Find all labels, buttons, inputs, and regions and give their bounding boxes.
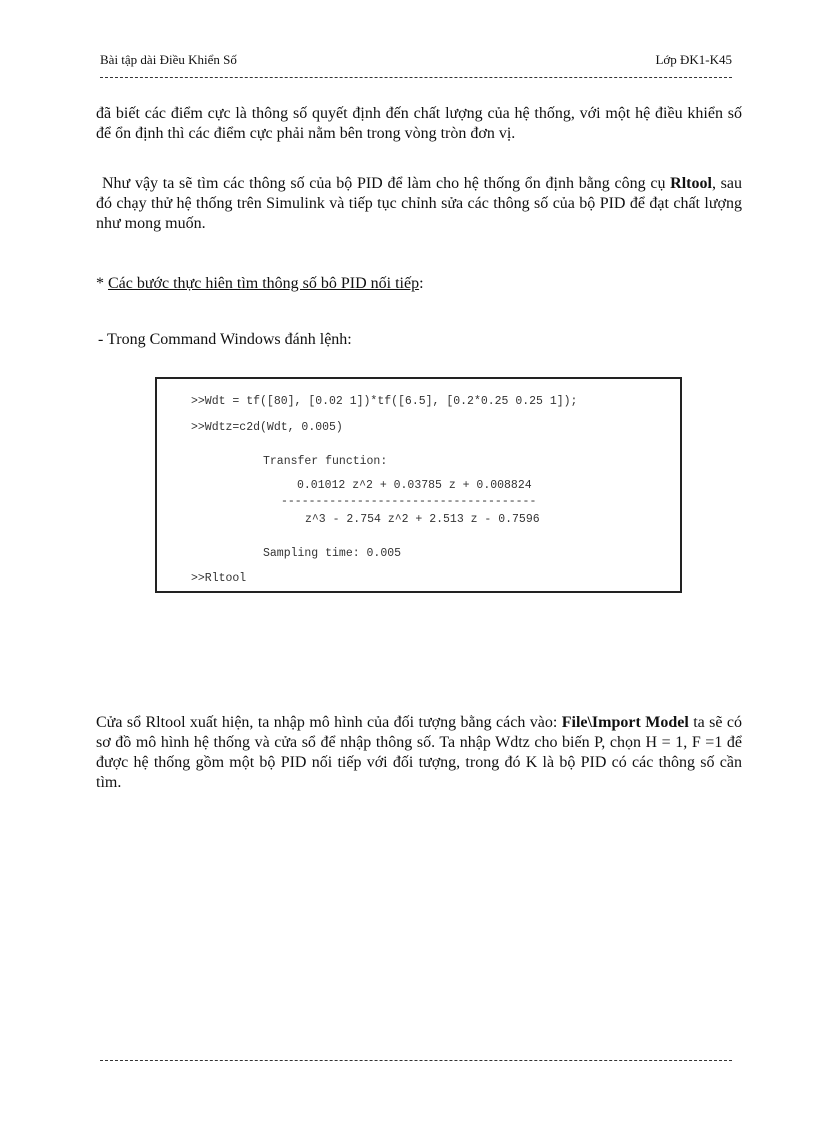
code-line-fraction-bar: ------------------------------------- [281,495,537,508]
paragraph-rltool-import [96,713,742,793]
header-divider [100,77,732,78]
header-course-title: Bài tập dài Điều Khiển Số [100,52,237,67]
p2-text-b: , sau đó chạy thử hệ thống trên Simulink và tiếp tục chỉnh sửa các thông số của bộ PID để đạt chất lượng như mong muốn. [96,175,743,232]
p2-text-a: Như vậy ta sẽ tìm các thông số của bộ PID để làm cho hệ thống ổn định bằng công cụ [102,175,671,192]
code-line-denominator: z^3 - 2.754 z^2 + 2.513 z - 0.7596 [305,513,540,526]
code-line-c2d: >>Wdtz=c2d(Wdt, 0.005) [191,421,343,434]
matlab-code-box [155,377,682,593]
header-class-name: Lớp ĐK1-K45 [655,52,732,67]
footer-divider [100,1060,732,1061]
p5-menu-path-bold: File\Import Model [561,714,689,731]
code-line-sampling-time: Sampling time: 0.005 [263,547,402,560]
p5-text-b: ta sẽ có sơ đồ mô hình hệ thống và cửa sổ để nhập thông số. Ta nhập Wdtz cho biến P, chọn H = 1, F =1 để được hệ thống gồm một bộ PID nối tiếp với đối tượng, trong đó K là bộ PID có các thông số cần tìm. [96,714,743,791]
paragraph-pid-rltool [96,174,742,234]
p5-text-a: Cửa sổ Rltool xuất hiện, ta nhập mô hình của đối tượng bằng cách vào: [96,714,562,731]
code-line-wdt: >>Wdt = tf([80], [0.02 1])*tf([6.5], [0.2*0.25 0.25 1]); [191,395,578,408]
bullet-star: * [96,275,108,292]
code-line-rltool: >>Rltool [191,572,247,585]
section-heading-underlined: Các bước thực hiên tìm thông số bô PID nối tiếp [108,275,420,292]
code-line-numerator: 0.01012 z^2 + 0.03785 z + 0.008824 [297,479,532,492]
code-line-transfer-label: Transfer function: [263,455,388,468]
heading-colon: : [419,275,424,292]
paragraph-command-window: - Trong Command Windows đánh lệnh: [98,331,352,348]
p2-rltool-bold: Rltool [670,175,712,192]
section-heading-steps [96,274,742,294]
paragraph-poles: đã biết các điểm cực là thông số quyết định đến chất lượng của hệ thống, với một hệ điều khiển số để ổn định thì các điểm cực phải nằm bên trong vòng tròn đơn vị. [96,105,742,142]
